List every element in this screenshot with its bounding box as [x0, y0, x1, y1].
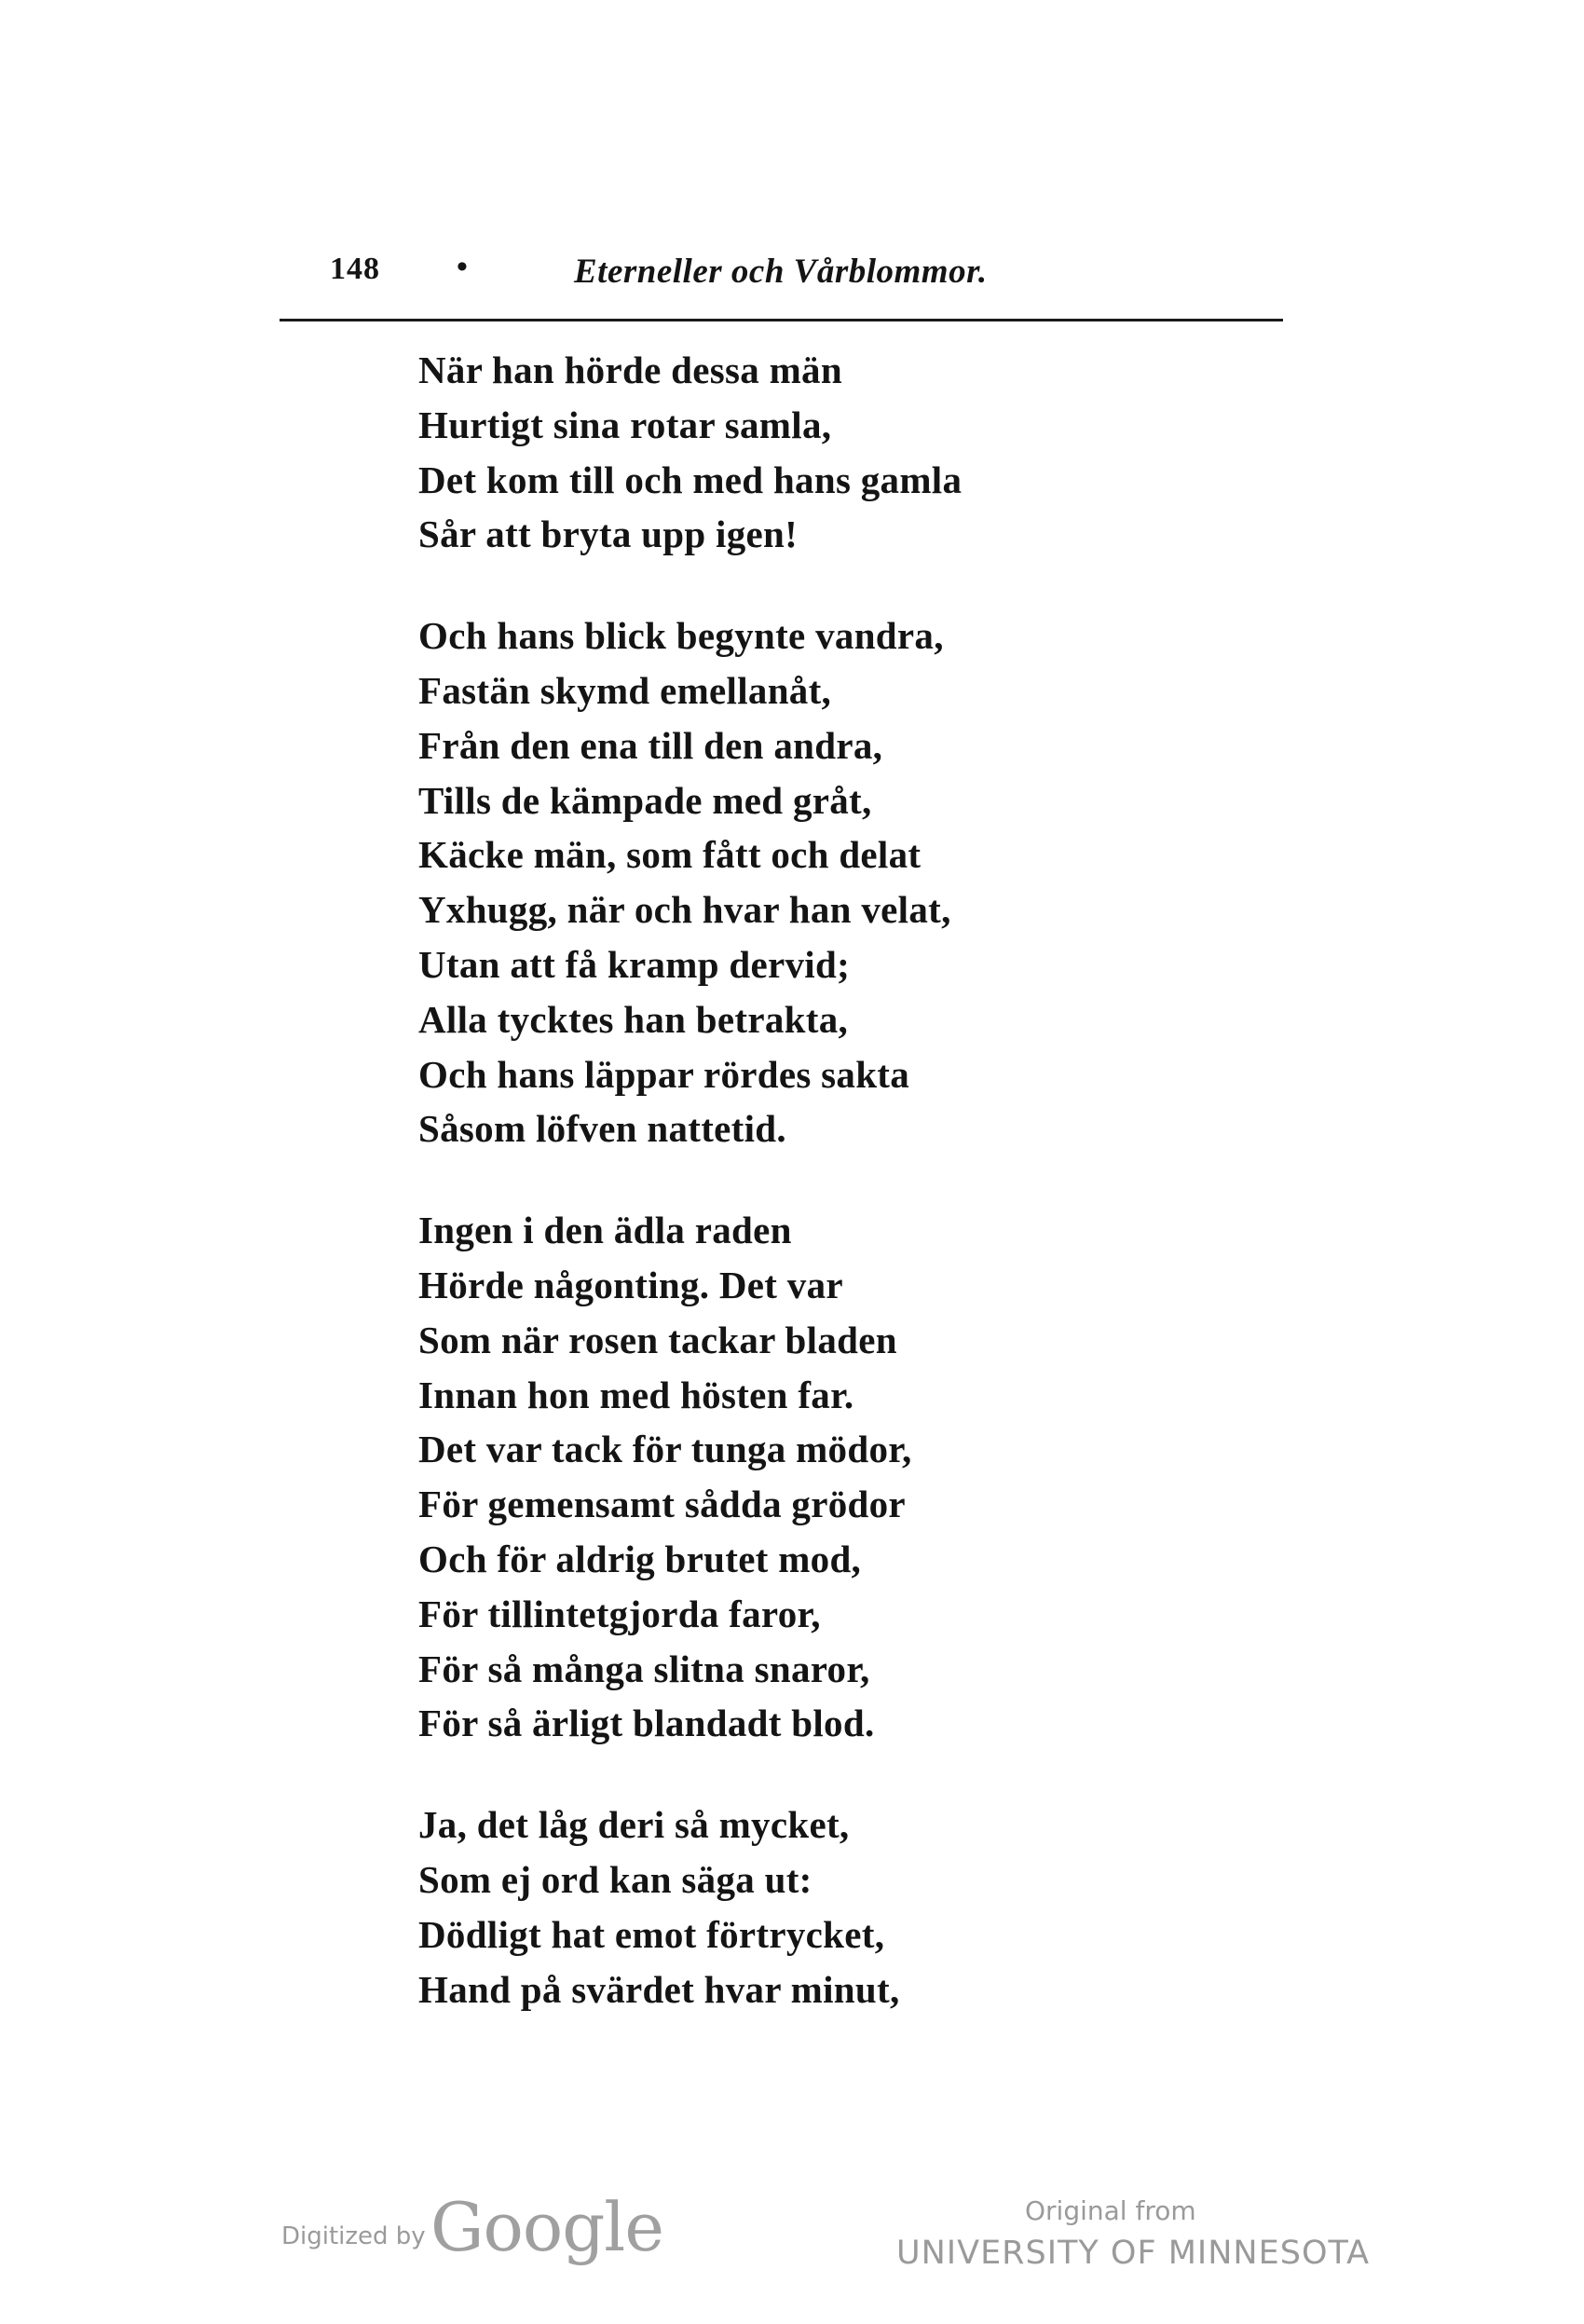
header-dot: •	[457, 250, 468, 284]
digitized-by-label: Digitized by	[281, 2222, 426, 2250]
poem-line: Alla tycktes han betrakta,	[418, 997, 849, 1041]
poem-line: Dödligt hat emot förtrycket,	[418, 1912, 885, 1956]
poem-line: För gemensamt sådda grödor	[418, 1483, 906, 1526]
poem-line: För så många slitna snaror,	[418, 1647, 870, 1690]
poem-line: Och för aldrig brutet mod,	[418, 1537, 862, 1580]
poem-line: Och hans blick begynte vandra,	[418, 614, 944, 658]
poem-line: Hörde någonting. Det var	[418, 1263, 843, 1306]
original-from-label: Original from	[1025, 2195, 1196, 2226]
poem-line: Utan att få kramp dervid;	[418, 942, 851, 986]
page-number: 148	[330, 252, 380, 286]
stanza-3	[418, 1203, 962, 1751]
poem-line: Som ej ord kan säga ut:	[418, 1857, 812, 1901]
poem-line: Tills de kämpade med gråt,	[418, 778, 872, 822]
institution-label: UNIVERSITY OF MINNESOTA	[896, 2235, 1371, 2272]
running-title: Eterneller och Vårblommor.	[574, 253, 988, 291]
header-rule	[280, 319, 1283, 321]
poem-line: Käcke män, som fått och delat	[418, 833, 922, 877]
stanza-4	[418, 1798, 962, 2016]
google-logo: Google	[430, 2188, 663, 2266]
poem-line: Och hans läppar rördes sakta	[418, 1052, 910, 1096]
poem-line: Innan hon med hösten far.	[418, 1373, 854, 1416]
poem-line: Som när rosen tackar bladen	[418, 1318, 897, 1361]
poem-line: Sår att bryta upp igen!	[418, 513, 799, 556]
poem-line: När han hörde dessa män	[418, 349, 842, 391]
poem-line: Hurtigt sina rotar samla,	[418, 403, 832, 446]
poem-line: Yxhugg, när och hvar han velat,	[418, 888, 951, 932]
poem-line: Ja, det låg deri så mycket,	[418, 1803, 850, 1847]
poem-line: Fastän skymd emellanåt,	[418, 668, 832, 712]
poem-line: Såsom löfven nattetid.	[418, 1107, 786, 1151]
poem-line: Det var tack för tunga mödor,	[418, 1428, 912, 1471]
stanza-1	[418, 343, 962, 562]
poem-line: Från den ena till den andra,	[418, 723, 883, 767]
poem	[418, 343, 962, 2016]
poem-line: Ingen i den ädla raden	[418, 1209, 792, 1252]
stanza-2	[418, 608, 962, 1156]
poem-line: Det kom till och med hans gamla	[418, 458, 963, 501]
poem-line: Hand på svärdet hvar minut,	[418, 1967, 900, 2011]
poem-line: För så ärligt blandadt blod.	[418, 1702, 875, 1745]
poem-line: För tillintetgjorda faror,	[418, 1592, 821, 1635]
